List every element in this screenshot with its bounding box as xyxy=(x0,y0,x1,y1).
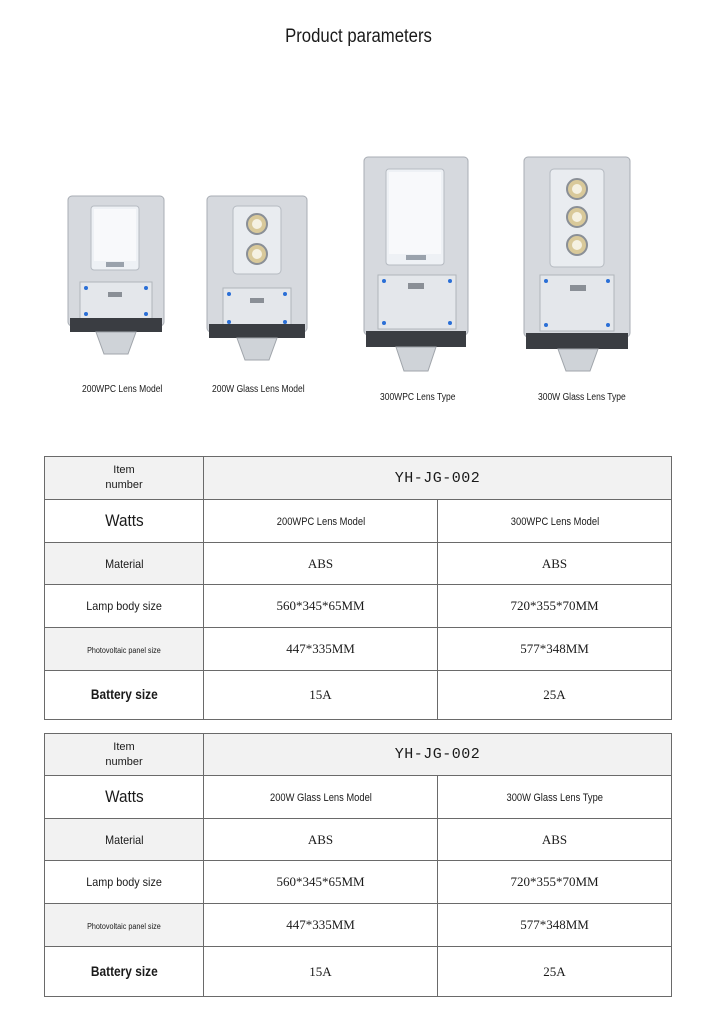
table-row xyxy=(45,543,672,585)
material-label: Material xyxy=(45,543,204,585)
pv-panel-size-label: Photovoltaic panel size xyxy=(45,628,204,671)
lamp-body-size-a: 560*345*65MM xyxy=(204,861,438,904)
pv-panel-size-label: Photovoltaic panel size xyxy=(45,904,204,947)
pv-panel-size-a: 447*335MM xyxy=(204,628,438,671)
battery-size-a: 15A xyxy=(204,947,438,997)
material-label: Material xyxy=(45,819,204,861)
item-number-value: YH-JG-002 xyxy=(204,734,672,776)
table-row xyxy=(45,819,672,861)
table-row xyxy=(45,947,672,997)
spec-table-pc-lens xyxy=(44,456,672,720)
item-number-label: Item number xyxy=(45,734,204,776)
page-title: Product parameters xyxy=(285,26,432,47)
battery-size-a: 15A xyxy=(204,671,438,720)
material-b: ABS xyxy=(438,819,672,861)
material-a: ABS xyxy=(204,543,438,585)
table-row xyxy=(45,628,672,671)
material-a: ABS xyxy=(204,819,438,861)
pv-panel-size-a: 447*335MM xyxy=(204,904,438,947)
table-row xyxy=(45,500,672,543)
model-a: 200W Glass Lens Model xyxy=(204,776,438,819)
battery-size-b: 25A xyxy=(438,947,672,997)
pv-panel-size-b: 577*348MM xyxy=(438,628,672,671)
product-caption: 300WPC Lens Type xyxy=(380,392,456,403)
table-row xyxy=(45,861,672,904)
watts-label: Watts xyxy=(45,776,204,819)
street-light-glass-lens-300w-icon xyxy=(522,155,632,375)
table-row xyxy=(45,904,672,947)
model-b: 300W Glass Lens Type xyxy=(438,776,672,819)
pv-panel-size-b: 577*348MM xyxy=(438,904,672,947)
lamp-body-size-label: Lamp body size xyxy=(45,861,204,904)
table-row xyxy=(45,585,672,628)
lamp-body-size-label: Lamp body size xyxy=(45,585,204,628)
table-row xyxy=(45,734,672,776)
watts-label: Watts xyxy=(45,500,204,543)
battery-size-b: 25A xyxy=(438,671,672,720)
street-light-glass-lens-200w-icon xyxy=(205,194,309,366)
material-b: ABS xyxy=(438,543,672,585)
lamp-body-size-a: 560*345*65MM xyxy=(204,585,438,628)
model-b: 300WPC Lens Model xyxy=(438,500,672,543)
street-light-pc-lens-300w-icon xyxy=(362,155,470,375)
table-row xyxy=(45,776,672,819)
street-light-pc-lens-200w-icon xyxy=(66,194,166,364)
product-caption: 200WPC Lens Model xyxy=(82,384,163,395)
item-number-label: Item number xyxy=(45,457,204,500)
item-number-value: YH-JG-002 xyxy=(204,457,672,500)
table-row xyxy=(45,671,672,720)
battery-size-label: Battery size xyxy=(45,671,204,720)
spec-table-glass-lens xyxy=(44,733,672,997)
product-caption: 200W Glass Lens Model xyxy=(212,384,305,395)
table-row xyxy=(45,457,672,500)
product-caption: 300W Glass Lens Type xyxy=(538,392,626,403)
model-a: 200WPC Lens Model xyxy=(204,500,438,543)
lamp-body-size-b: 720*355*70MM xyxy=(438,861,672,904)
lamp-body-size-b: 720*355*70MM xyxy=(438,585,672,628)
battery-size-label: Battery size xyxy=(45,947,204,997)
